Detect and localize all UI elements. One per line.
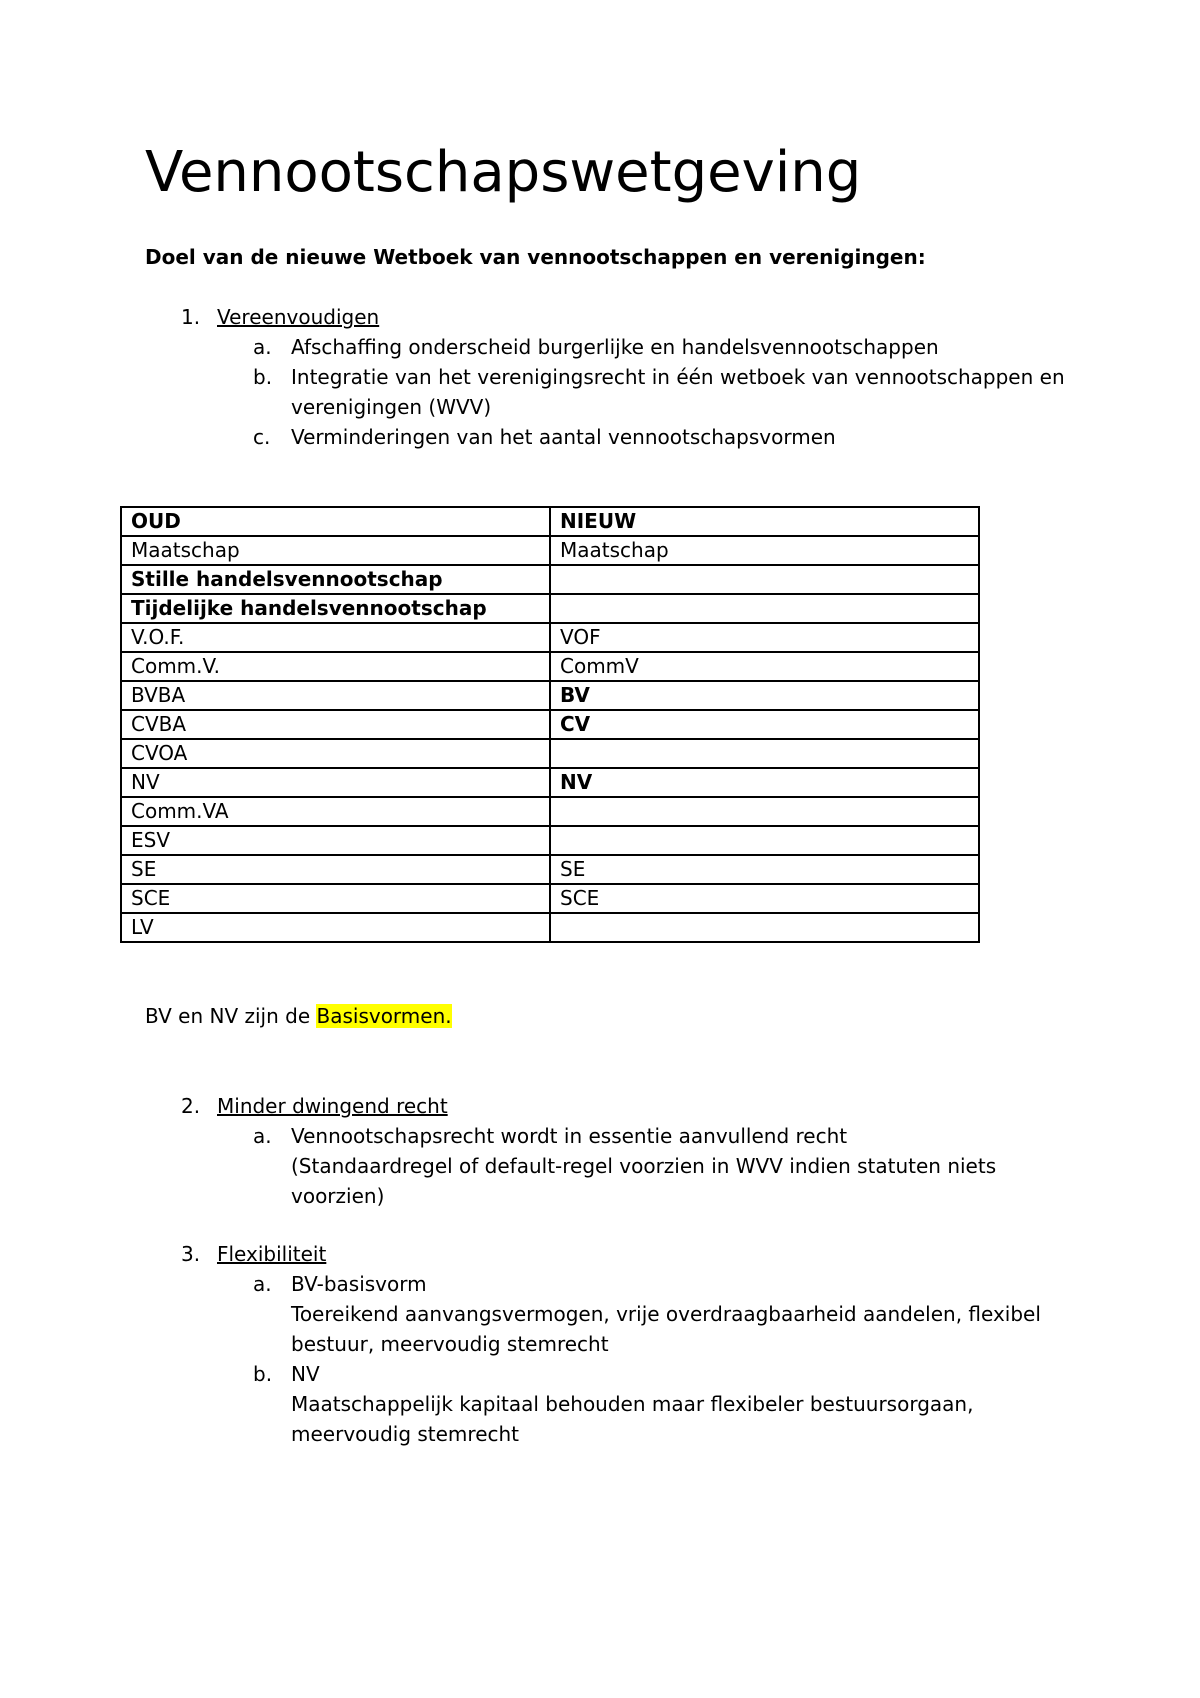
cell-old-form: CVOA [121, 739, 550, 768]
section-heading: Minder dwingend recht [217, 1094, 448, 1118]
list-item-text: Integratie van het verenigingsrecht in één wetboek van vennootschappen en [291, 365, 1065, 389]
list-item-text: Vennootschapsrecht wordt in essentie aanvullend recht [291, 1124, 848, 1148]
list-marker: a. [253, 1272, 272, 1296]
document-title: Vennootschapswetgeving [145, 140, 862, 205]
cell-new-form: SCE [550, 884, 979, 913]
cell-old-form: LV [121, 913, 550, 942]
cell-old-form: Comm.V. [121, 652, 550, 681]
cell-new-form: CV [550, 710, 979, 739]
cell-old-form: SCE [121, 884, 550, 913]
section-number: 1. [181, 305, 201, 329]
table-row [121, 623, 979, 652]
list-item-text: Toereikend aanvangsvermogen, vrije overdraagbaarheid aandelen, flexibel [291, 1302, 1041, 1326]
cell-old-form: Comm.VA [121, 797, 550, 826]
list-item-text: Afschaffing onderscheid burgerlijke en handelsvennootschappen [291, 335, 939, 359]
cell-new-form [550, 913, 979, 942]
section-heading: Vereenvoudigen [217, 305, 380, 329]
cell-old-form: CVBA [121, 710, 550, 739]
list-item-text: (Standaardregel of default-regel voorzien in WVV indien statuten niets [291, 1154, 997, 1178]
table-header-row [121, 507, 979, 536]
note-text: BV en NV zijn de [145, 1004, 317, 1028]
column-header-old: OUD [121, 507, 550, 536]
cell-new-form: SE [550, 855, 979, 884]
cell-new-form [550, 739, 979, 768]
cell-old-form: ESV [121, 826, 550, 855]
table-row [121, 913, 979, 942]
cell-new-form: VOF [550, 623, 979, 652]
table-row [121, 565, 979, 594]
table-row [121, 797, 979, 826]
highlighted-text: Basisvormen. [316, 1004, 452, 1028]
list-marker: a. [253, 335, 272, 359]
cell-new-form [550, 797, 979, 826]
cell-new-form: Maatschap [550, 536, 979, 565]
list-item-text: Verminderingen van het aantal vennootschapsvormen [291, 425, 836, 449]
cell-new-form [550, 565, 979, 594]
cell-old-form: Maatschap [121, 536, 550, 565]
cell-old-form: BVBA [121, 681, 550, 710]
list-item-text: Maatschappelijk kapitaal behouden maar flexibeler bestuursorgaan, [291, 1392, 974, 1416]
table-row [121, 884, 979, 913]
table-row [121, 826, 979, 855]
cell-old-form: Stille handelsvennootschap [121, 565, 550, 594]
document-subtitle: Doel van de nieuwe Wetboek van vennootschappen en verenigingen: [145, 245, 926, 269]
section-heading: Flexibiliteit [217, 1242, 327, 1266]
table-row [121, 768, 979, 797]
table-row [121, 739, 979, 768]
table-row [121, 536, 979, 565]
column-header-new: NIEUW [550, 507, 979, 536]
list-item-text: verenigingen (WVV) [291, 395, 492, 419]
list-marker: b. [253, 365, 273, 389]
list-item-text: voorzien) [291, 1184, 385, 1208]
company-forms-table [120, 506, 980, 943]
table-row [121, 652, 979, 681]
cell-old-form: SE [121, 855, 550, 884]
list-marker: a. [253, 1124, 272, 1148]
section-number: 2. [181, 1094, 201, 1118]
cell-new-form [550, 826, 979, 855]
section-number: 3. [181, 1242, 201, 1266]
cell-old-form: NV [121, 768, 550, 797]
table-row [121, 710, 979, 739]
basisvormen-note [145, 1006, 452, 1026]
table-row [121, 594, 979, 623]
cell-new-form: NV [550, 768, 979, 797]
cell-new-form [550, 594, 979, 623]
list-item-text: meervoudig stemrecht [291, 1422, 520, 1446]
list-marker: b. [253, 1362, 273, 1386]
list-marker: c. [253, 425, 271, 449]
cell-old-form: V.O.F. [121, 623, 550, 652]
cell-old-form: Tijdelijke handelsvennootschap [121, 594, 550, 623]
cell-new-form: CommV [550, 652, 979, 681]
table-row [121, 855, 979, 884]
cell-new-form: BV [550, 681, 979, 710]
list-item-text: bestuur, meervoudig stemrecht [291, 1332, 609, 1356]
list-item-text: NV [291, 1362, 320, 1386]
table-row [121, 681, 979, 710]
list-item-text: BV-basisvorm [291, 1272, 427, 1296]
